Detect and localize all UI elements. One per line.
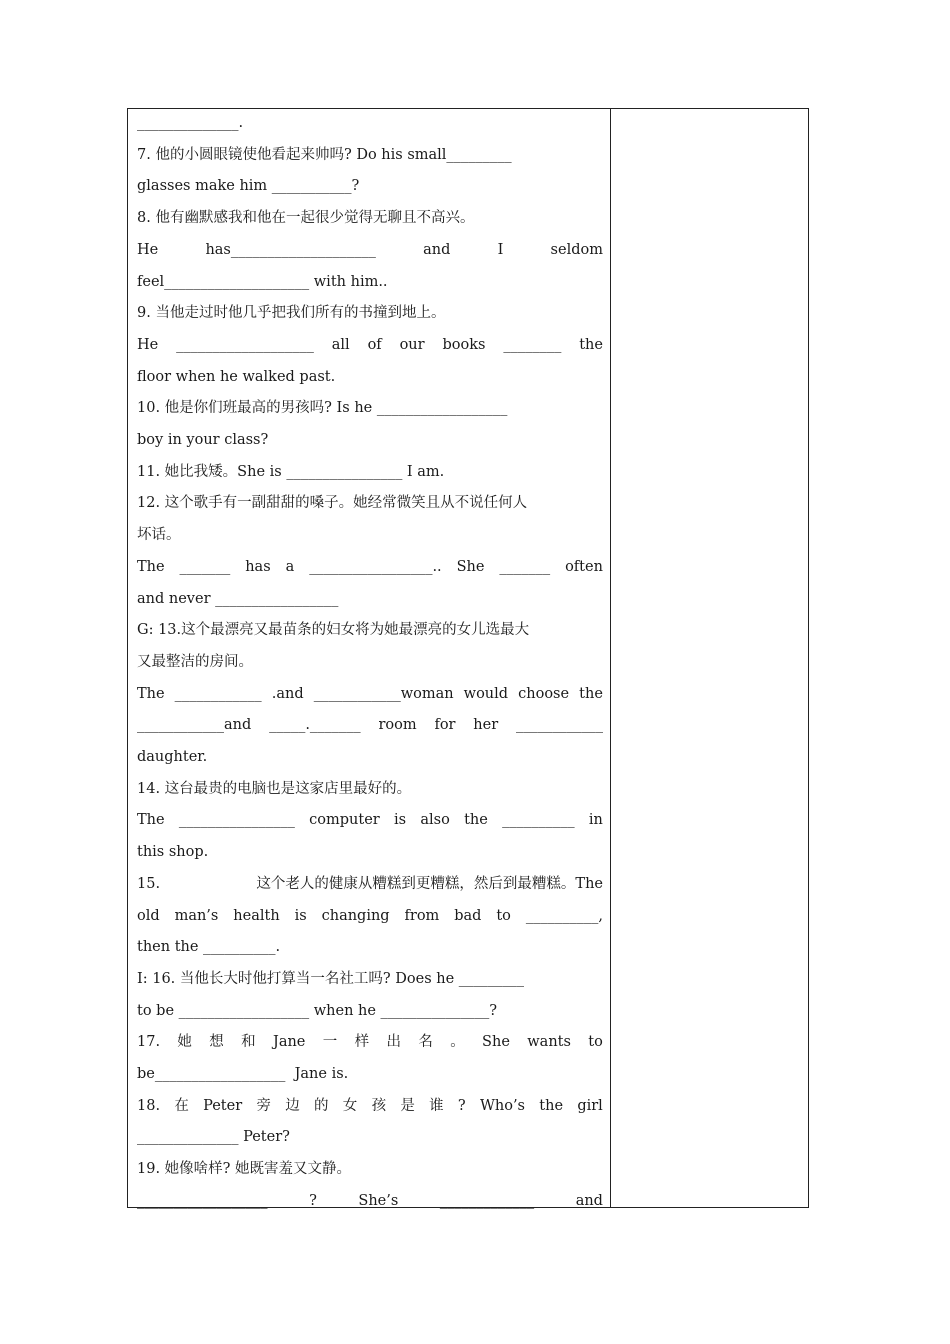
line-word: also (420, 812, 450, 829)
exercise-line: 7. 他的小圆眼镜使他看起来帅吗? Do his small_________ (137, 146, 512, 163)
line-word: _______ (499, 558, 551, 575)
exercise-line: 11. 她比我矮。She is ________________ I am. (137, 463, 445, 480)
line-word: __________________ (137, 1192, 268, 1209)
line-word: ___________________ (176, 336, 314, 353)
line-word: 旁 (256, 1097, 271, 1114)
line-word: has (245, 558, 271, 575)
line-word: She (482, 1034, 510, 1051)
line-word: books (442, 336, 486, 353)
line-word: He (137, 336, 159, 353)
exercise-line: this shop. (137, 844, 209, 861)
exercise-line (137, 714, 603, 736)
line-word: girl (577, 1097, 603, 1114)
exercise-line (137, 873, 603, 895)
line-word: I (497, 241, 504, 258)
exercise-line: 19. 她像啥样? 她既害羞又文静。 (137, 1161, 352, 1178)
exercise-line: and never _________________ (137, 590, 339, 607)
line-word: 出 (386, 1034, 401, 1051)
line-word: The (137, 558, 165, 575)
line-word: _______ (179, 558, 231, 575)
line-word: 这个老人的健康从糟糕到更糟糕，然后到最糟糕。The (256, 875, 603, 892)
line-word: is (294, 907, 307, 924)
line-word: room (378, 717, 417, 734)
line-word: often (565, 558, 603, 575)
line-word: ____________and (137, 717, 252, 734)
line-word: ? (309, 1192, 317, 1209)
exercise-line (137, 683, 603, 705)
line-word: 边 (285, 1097, 300, 1114)
line-word: 一 (322, 1034, 338, 1051)
line-word: _____._______ (269, 717, 361, 734)
exercise-line (137, 1095, 603, 1117)
exercise-line: ______________. (137, 115, 244, 131)
line-word: the (464, 812, 488, 829)
line-word: the (539, 1097, 564, 1114)
line-word: Who’s (479, 1097, 525, 1114)
line-word: 17. (137, 1034, 161, 1051)
line-word: ________________ (178, 812, 295, 829)
line-word: 她 (177, 1034, 192, 1051)
line-word: man’s (174, 907, 219, 924)
line-word: from (404, 907, 440, 924)
exercise-line: 9. 当他走过时他几乎把我们所有的书撞到地上。 (137, 305, 446, 322)
line-word: seldom (550, 241, 603, 258)
line-word: and (575, 1192, 603, 1209)
line-word: 名 (418, 1034, 433, 1051)
line-word: 孩 (371, 1097, 387, 1114)
line-word: a (285, 558, 295, 575)
exercise-line: 12. 这个歌手有一副甜甜的嗓子。她经常微笑且从不说任何人 (137, 495, 528, 512)
exercise-line: 坏话。 (137, 527, 181, 544)
line-word: 谁 (429, 1097, 444, 1114)
line-word: 的 (314, 1097, 329, 1114)
line-word: to (588, 1034, 603, 1051)
line-word: changing (321, 907, 390, 924)
line-word: _________________.. (309, 558, 442, 575)
exercise-line: to be __________________ when he _______________? (137, 1002, 498, 1019)
line-word: 15. (137, 875, 161, 892)
exercise-line (137, 239, 603, 261)
line-word: The (137, 685, 165, 702)
exercise-line: 又最整洁的房间。 (137, 653, 253, 670)
line-word: ________ (503, 336, 562, 353)
exercise-line (137, 556, 603, 578)
line-word: choose (518, 685, 570, 702)
line-word: to (496, 907, 511, 924)
line-word: ____________ (515, 717, 603, 734)
line-word: health (233, 907, 280, 924)
exercise-line (137, 905, 603, 927)
line-word: the (579, 685, 603, 702)
exercise-line: I: 16. 当他长大时他打算当一名社工吗? Does he _________ (137, 970, 525, 987)
line-word: _____________ (439, 1192, 535, 1209)
line-word: ____________ (174, 685, 262, 702)
exercise-line: 14. 这台最贵的电脑也是这家店里最好的。 (137, 780, 412, 797)
line-word: 和 (241, 1034, 256, 1051)
line-word: He (137, 241, 159, 258)
line-word: computer (309, 812, 380, 829)
line-word: __________ (502, 812, 575, 829)
line-word: ? (457, 1097, 466, 1114)
line-word: is (394, 812, 407, 829)
line-word: ____________woman (313, 685, 454, 702)
line-word: old (137, 907, 160, 924)
exercise-line (137, 809, 603, 831)
exercise-line: boy in your class? (137, 432, 269, 448)
exercise-line: be__________________ Jane is. (137, 1066, 349, 1082)
line-word: for (434, 717, 456, 734)
line-word: .and (271, 685, 304, 702)
line-word: 在 (174, 1097, 189, 1114)
exercise-line (137, 1031, 603, 1053)
line-word: wants (527, 1034, 571, 1051)
line-word: has____________________ (205, 241, 376, 258)
line-word: 18. (137, 1097, 161, 1114)
line-word: Peter (203, 1097, 243, 1114)
line-word: the (579, 336, 603, 353)
line-word: She’s (358, 1192, 399, 1209)
exercise-line: feel____________________ with him.. (137, 273, 388, 290)
line-word: __________, (525, 907, 603, 924)
line-word: in (588, 812, 603, 829)
line-word: She (456, 558, 485, 575)
exercise-line: G: 13.这个最漂亮又最苗条的妇女将为她最漂亮的女儿选最大 (137, 622, 530, 639)
line-word: Jane (273, 1034, 306, 1051)
line-word: all (331, 336, 350, 353)
line-word: 想 (209, 1034, 224, 1051)
notes-column (611, 109, 808, 1207)
exercise-line: 10. 他是你们班最高的男孩吗? Is he __________________ (137, 400, 508, 417)
exercise-line: then the __________. (137, 939, 281, 956)
worksheet-table (127, 108, 809, 1208)
exercise-line: glasses make him ___________? (137, 178, 360, 195)
exercise-line (137, 1190, 603, 1212)
line-word: would (463, 685, 509, 702)
exercise-line: ______________ Peter? (137, 1129, 290, 1146)
line-word: 女 (342, 1097, 358, 1114)
line-word: and (423, 241, 451, 258)
exercise-line (137, 334, 603, 356)
exercise-line: daughter. (137, 749, 208, 765)
exercise-line: floor when he walked past. (137, 368, 336, 385)
line-word: 样 (354, 1034, 370, 1051)
line-word: her (473, 717, 499, 734)
line-word: 是 (400, 1097, 415, 1114)
exercise-line: 8. 他有幽默感我和他在一起很少觉得无聊且不高兴。 (137, 210, 475, 227)
line-word: The (137, 812, 165, 829)
line-word: 。 (450, 1034, 465, 1051)
line-word: our (399, 336, 425, 353)
line-word: bad (454, 907, 482, 924)
line-word: of (367, 336, 382, 353)
